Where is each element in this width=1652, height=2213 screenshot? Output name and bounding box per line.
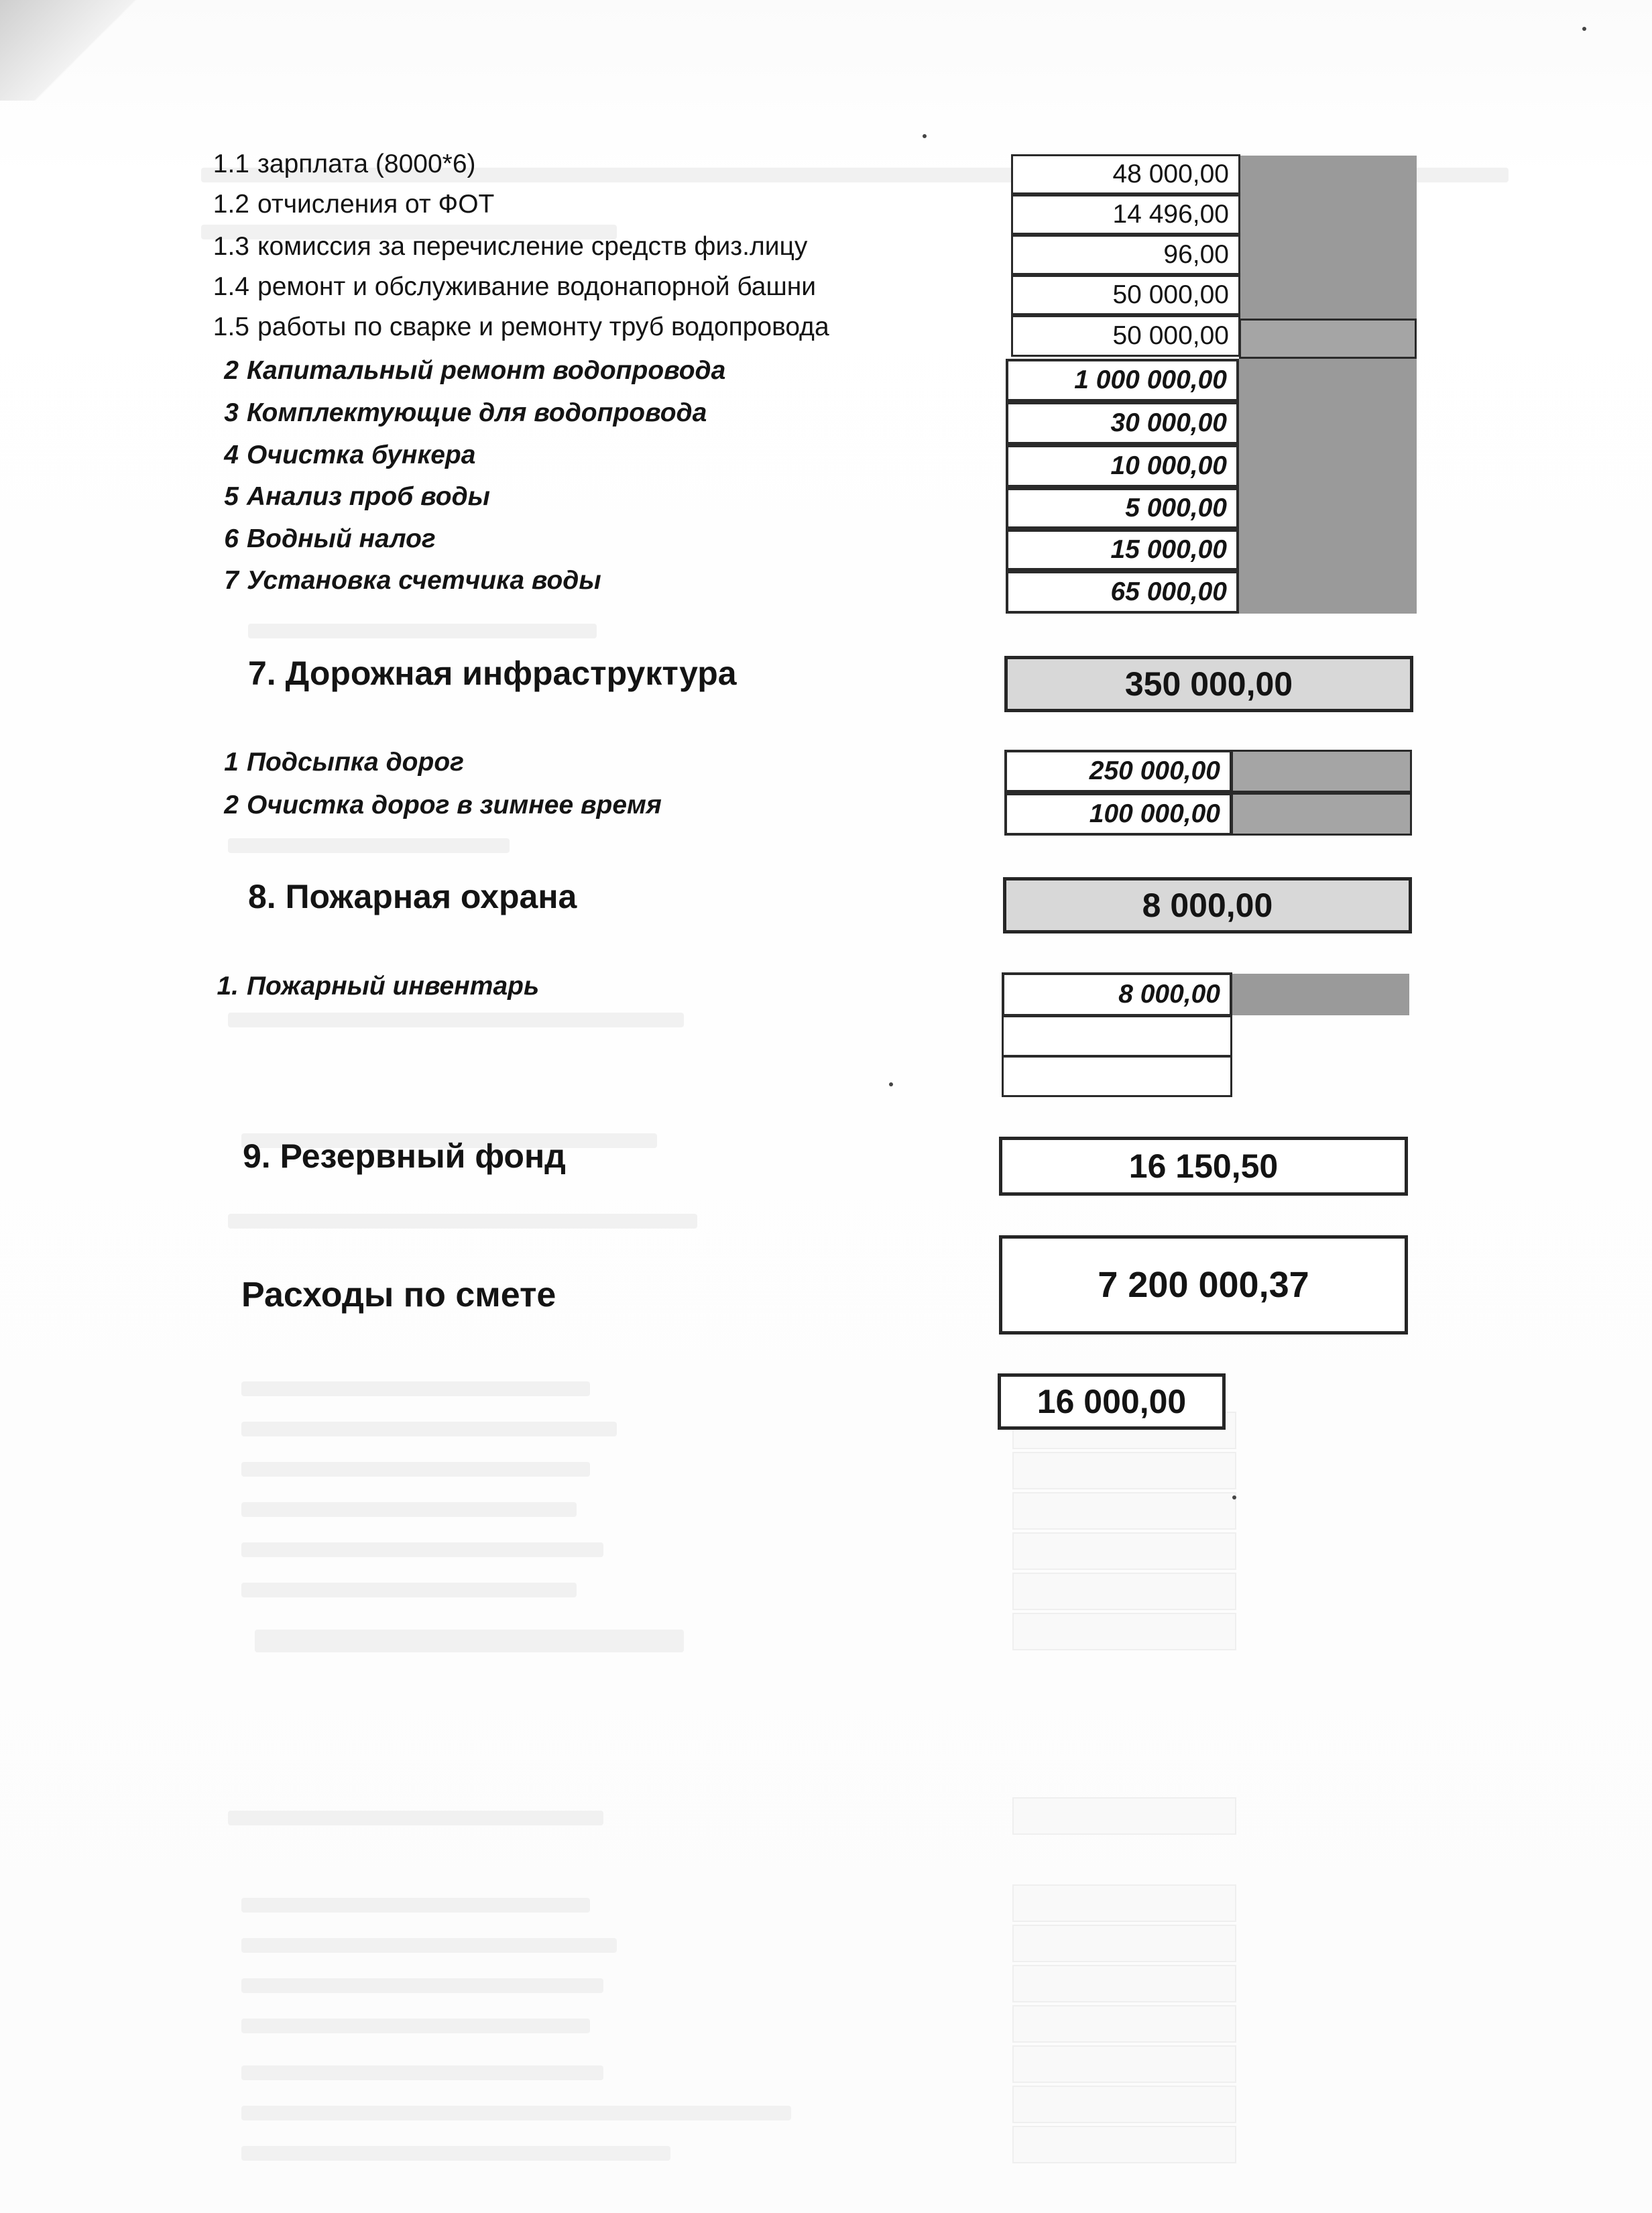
section-total-fire: 8 000,00	[1003, 877, 1412, 933]
section-title-road: 7. Дорожная инфраструктура	[248, 655, 737, 692]
bleed-through-line	[241, 2146, 670, 2161]
row-number: 2	[224, 791, 239, 819]
bleed-through-line	[241, 1462, 590, 1477]
bleed-through-line	[241, 2106, 791, 2120]
row-item	[201, 312, 829, 343]
road-item	[208, 790, 662, 821]
amount-cell: 50 000,00	[1011, 315, 1240, 357]
row-label: Установка счетчика воды	[247, 566, 601, 595]
amount-cell: 14 496,00	[1011, 194, 1240, 235]
row-label: Подсыпка дорог	[247, 748, 464, 777]
bleed-through-line	[228, 1214, 697, 1229]
bleed-through-box	[1012, 1452, 1236, 1489]
bleed-through-line	[248, 624, 597, 638]
row-item	[208, 524, 436, 555]
section-total-road: 350 000,00	[1004, 656, 1413, 712]
row-number: 1.3	[213, 232, 249, 261]
row-label: Комплектующие для водопровода	[247, 398, 707, 427]
row-item	[201, 231, 807, 262]
row-item	[201, 149, 476, 180]
row-item	[208, 440, 475, 471]
road-item	[208, 747, 464, 778]
row-number: 1.5	[213, 313, 249, 341]
shaded-cell-outline	[1239, 319, 1417, 359]
folded-corner	[0, 0, 168, 101]
row-number: 6	[224, 524, 239, 553]
row-number: 2	[224, 356, 239, 385]
row-label: Пожарный инвентарь	[247, 972, 540, 1001]
row-label: Капитальный ремонт водопровода	[247, 356, 726, 385]
section-title-fire: 8. Пожарная охрана	[248, 878, 577, 915]
bleed-through-line	[241, 1978, 603, 1993]
row-item	[201, 189, 494, 220]
row-label: отчисления от ФОТ	[257, 190, 495, 219]
row-item	[208, 481, 490, 512]
bleed-through-box	[1012, 1613, 1236, 1650]
bleed-through-line	[241, 1502, 577, 1517]
bleed-through-line	[255, 1630, 684, 1652]
row-label: комиссия за перечисление средств физ.лицу	[257, 232, 808, 261]
amount-cell: 30 000,00	[1006, 402, 1239, 445]
empty-cell	[1002, 1056, 1232, 1097]
scan-speck	[889, 1082, 893, 1086]
fire-item	[208, 971, 539, 1002]
summary-total: 7 200 000,37	[999, 1235, 1408, 1335]
bleed-through-box	[1012, 1532, 1236, 1570]
amount-cell: 10 000,00	[1006, 445, 1239, 488]
amount-cell: 65 000,00	[1006, 571, 1239, 614]
row-number: 1.4	[213, 272, 249, 301]
row-label: Водный налог	[247, 524, 436, 553]
row-label: Очистка дорог в зимнее время	[247, 791, 662, 819]
amount-cell: 100 000,00	[1004, 793, 1232, 836]
bleed-through-box	[1012, 1573, 1236, 1610]
amount-cell: 50 000,00	[1011, 275, 1240, 315]
section-title-reserve: 9. Резервный фонд	[243, 1137, 566, 1175]
row-label: ремонт и обслуживание водонапорной башни	[257, 272, 817, 301]
shaded-column	[1239, 156, 1417, 614]
bleed-through-box	[1012, 1492, 1236, 1530]
row-number: 1	[224, 748, 239, 777]
bleed-through-box	[1012, 1884, 1236, 1922]
row-number: 1.	[217, 972, 239, 1001]
bleed-through-box	[1012, 2086, 1236, 2123]
row-label: Анализ проб воды	[247, 482, 490, 511]
row-number: 3	[224, 398, 239, 427]
amount-cell: 1 000 000,00	[1006, 359, 1239, 402]
bleed-through-box	[1012, 2126, 1236, 2163]
row-item	[208, 398, 707, 429]
row-number: 5	[224, 482, 239, 511]
empty-cell	[1002, 1015, 1232, 1057]
scan-speck	[923, 134, 927, 138]
bleed-through-line	[241, 1938, 617, 1953]
shaded-cell	[1231, 793, 1412, 836]
bleed-through-line	[241, 1381, 590, 1396]
row-label: зарплата (8000*6)	[257, 150, 476, 178]
shaded-cell	[1232, 974, 1409, 1015]
row-number: 1.2	[213, 190, 249, 219]
amount-cell: 8 000,00	[1002, 972, 1232, 1017]
row-item	[208, 565, 601, 596]
bleed-through-line	[228, 1013, 684, 1027]
amount-cell: 96,00	[1011, 235, 1240, 275]
bleed-through-line	[241, 1898, 590, 1913]
bleed-through-box	[1012, 2005, 1236, 2043]
row-label: работы по сварке и ремонту труб водопровода	[257, 313, 829, 341]
bleed-through-line	[241, 1422, 617, 1436]
shaded-cell	[1231, 750, 1412, 793]
bleed-through-box	[1012, 1925, 1236, 1962]
summary-title: Расходы по смете	[241, 1275, 556, 1314]
amount-cell: 5 000,00	[1006, 488, 1239, 529]
bleed-through-line	[241, 1542, 603, 1557]
bleed-through-box	[1012, 2045, 1236, 2083]
bleed-through-line	[241, 2065, 603, 2080]
bleed-through-line	[228, 838, 510, 853]
amount-cell: 15 000,00	[1006, 529, 1239, 571]
scan-speck	[1232, 1495, 1236, 1499]
row-item	[208, 355, 725, 386]
bleed-through-box	[1012, 1797, 1236, 1835]
section-total-reserve: 16 150,50	[999, 1137, 1408, 1196]
bleed-through-line	[241, 1583, 577, 1597]
amount-cell: 250 000,00	[1004, 750, 1232, 793]
bleed-through-box	[1012, 1965, 1236, 2002]
row-label: Очистка бункера	[247, 441, 476, 469]
bleed-through-line	[228, 1811, 603, 1825]
extra-total: 16 000,00	[998, 1373, 1226, 1430]
row-number: 1.1	[213, 150, 249, 178]
bleed-through-line	[241, 2019, 590, 2033]
row-number: 7	[224, 566, 239, 595]
amount-cell: 48 000,00	[1011, 154, 1240, 194]
row-item	[201, 272, 816, 302]
scan-speck	[1582, 27, 1586, 31]
row-number: 4	[224, 441, 239, 469]
